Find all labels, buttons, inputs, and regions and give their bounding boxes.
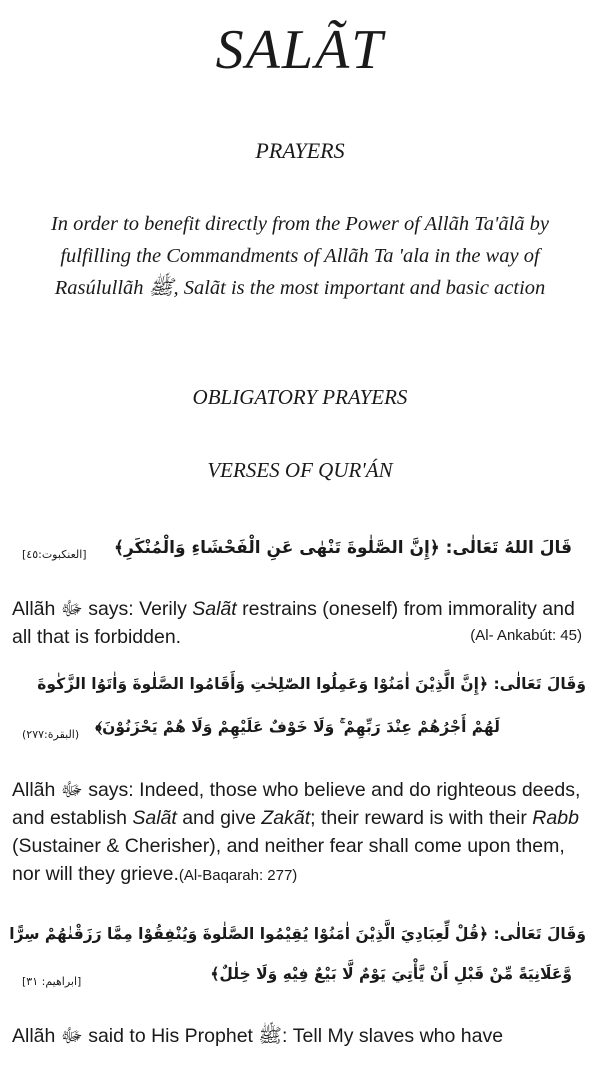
heading-verses-of-quran: VERSES OF QUR'ÁN <box>207 458 393 482</box>
verse1-arabic: قَالَ اللهُ تَعَالٰى: ﴿إِنَّ الصَّلٰوةَ تَنْهٰى عَنِ الْفَحْشَاءِ وَالْمُنْكَرِ﴾ <box>114 538 572 558</box>
heading-obligatory-prayers: OBLIGATORY PRAYERS <box>192 385 408 409</box>
verse2-english-part3: ; their reward is with their <box>310 807 533 829</box>
verse2-english-italic1: Salãt <box>132 807 177 829</box>
verse2-english-part2: and give <box>176 807 262 829</box>
verse3-arabic-reference: [ابراهيم: ٣١] <box>22 975 82 988</box>
section-subtitle: PRAYERS <box>255 138 345 163</box>
verse3-english: Allãh ﷻ said to His Prophet ﷺ: Tell My slaves who have <box>12 1025 504 1047</box>
verse2-arabic-line1: وَقَالَ تَعَالٰى: ﴿إِنَّ الَّذِيْنَ اٰمَنُوْا وَعَمِلُوا الصّٰلِحٰتِ وَأَقَامُوا الصَّلٰوةَ وَاٰتَوُا الزَّكٰوةَ <box>37 675 586 693</box>
verse2-english <box>12 776 590 890</box>
verse3-arabic-line1: وَقَالَ تَعَالٰى: ﴿قُلْ لِّعِبَادِيَ الَّذِيْنَ اٰمَنُوْا يُقِيْمُوا الصَّلٰوةَ وَيُنْفِقُوْا مِمَّا رَزَقْنٰهُمْ سِرًّا <box>9 925 586 943</box>
verse3-arabic-line2: وَّعَلَانِيَةً مِّنْ قَبْلِ أَنْ يَّأْتِيَ يَوْمٌ لَّا بَيْعٌ فِيْهِ وَلَا خِلٰلٌ﴾ <box>210 965 572 983</box>
page-title: SALÃT <box>215 19 385 81</box>
verse1-arabic-reference: [العنكبوت:٤٥] <box>22 548 87 561</box>
intro-paragraph: In order to benefit directly from the Power of Allãh Ta'ãlã by fulfilling the Commandments of Allãh Ta 'ala in the way of Rasúlullãh ﷺ, Salãt is the most important and basic action <box>50 213 550 299</box>
verse1-english-reference: (Al- Ankabút: 45) <box>470 627 582 644</box>
verse2-english-reference: (Al-Baqarah: 277) <box>178 867 298 884</box>
verse2-english-part1: Allãh ﷻ says: Indeed, those who believe and do righteous deeds, and establish <box>12 779 581 829</box>
verse1-english-italic: Salãt <box>192 598 237 620</box>
verse1-english-rest: restrains (oneself) from immorality and all that is forbidden. <box>12 598 575 648</box>
verse2-arabic-reference: (البقرة:٢٧٧) <box>22 728 80 741</box>
verse2-arabic-line2: لَهُمْ أَجْرُهُمْ عِنْدَ رَبِّهِمْ ۚ وَلَا خَوْفٌ عَلَيْهِمْ وَلَا هُمْ يَحْزَنُوْنَ﴾ <box>95 718 500 736</box>
verse1-english-prefix: Allãh ﷻ says: Verily <box>12 598 193 620</box>
verse2-english-italic3: Rabb <box>532 807 579 829</box>
verse2-english-italic2: Zakãt <box>261 807 311 829</box>
verse2-english-part4: (Sustainer & Cherisher), and neither fear shall come upon them, nor will they grieve. <box>12 835 565 885</box>
